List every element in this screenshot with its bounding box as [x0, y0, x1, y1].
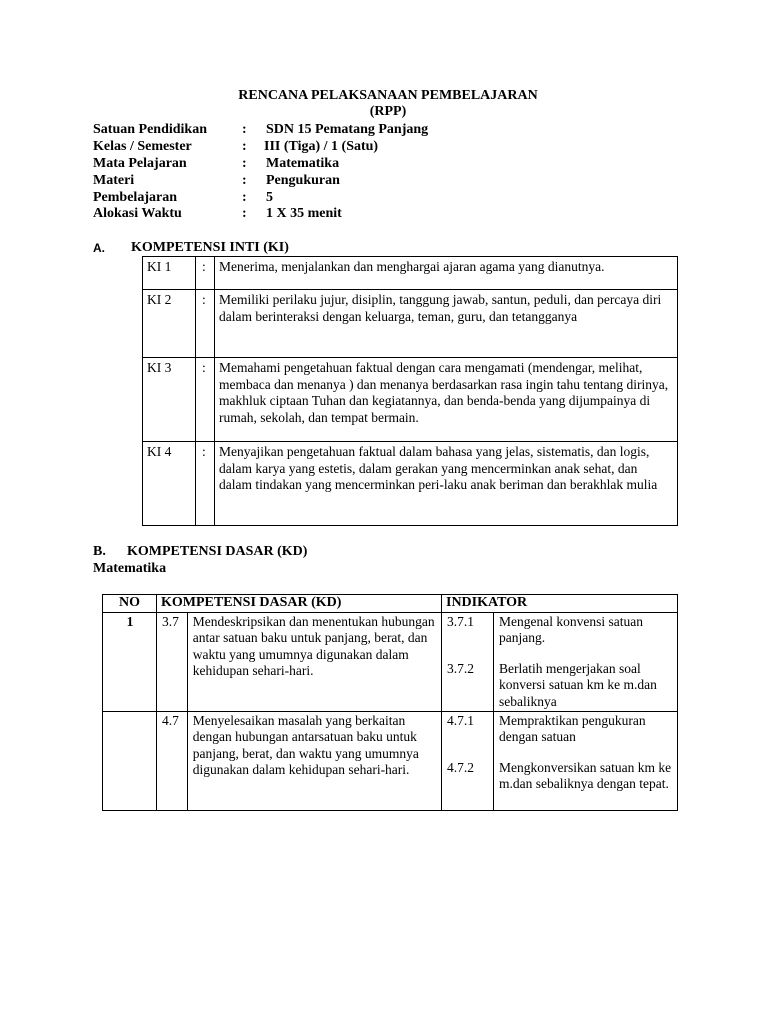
table-row [103, 711, 678, 746]
ki-code: KI 1 [143, 257, 196, 290]
section-title: KOMPETENSI DASAR (KD) [127, 544, 308, 559]
identity-value: 5 [266, 190, 273, 205]
indikator-text: Berlatih mengerjakan soal konversi satuan km ke m.dan sebaliknya [494, 660, 678, 712]
identity-colon: : [242, 190, 247, 205]
kd-text: Mendeskripsikan dan menentukan hubungan antar satuan baku untuk panjang, berat, dan waktu yang umumnya digunakan dalam kehidupan sehari-hari. [187, 612, 441, 711]
section-b-heading [93, 544, 393, 561]
ki-text: Menerima, menjalankan dan menghargai ajaran agama yang dianutnya. [215, 257, 678, 290]
identity-colon: : [242, 122, 247, 137]
identity-label: Pembelajaran [93, 190, 177, 205]
row-number [103, 711, 157, 810]
subject-label: Matematika [93, 561, 167, 576]
ki-code: KI 4 [143, 442, 196, 526]
indikator-text: Mengenal konvensi satuan panjang. [494, 612, 678, 647]
document-title: RENCANA PELAKSANAAN PEMBELAJARAN [238, 88, 538, 103]
identity-value: SDN 15 Pematang Panjang [266, 122, 429, 137]
ki-code: KI 3 [143, 358, 196, 442]
identity-label: Mata Pelajaran [93, 156, 187, 171]
ki-text: Menyajikan pengetahuan faktual dalam bahasa yang jelas, sistematis, dan logis, dalam karya yang estetis, dalam gerakan yang mencerminkan anak sehat, dan dalam tindakan yang mencerminkan peri-laku anak beriman dan berakhlak mulia [215, 442, 678, 526]
section-a-heading [93, 240, 393, 257]
row-number: 1 [103, 612, 157, 711]
identity-colon: : [242, 206, 247, 221]
ki-colon: : [196, 290, 215, 358]
identity-value: Pengukuran [266, 173, 340, 188]
identity-label: Satuan Pendidikan [93, 122, 207, 137]
identity-value: Matematika [266, 156, 340, 171]
ki-colon: : [196, 358, 215, 442]
kd-code: 4.7 [157, 711, 188, 810]
header-no: NO [103, 595, 157, 613]
table-header-row [103, 595, 678, 613]
section-marker: B. [93, 544, 106, 559]
ki-colon: : [196, 442, 215, 526]
identity-colon: : [242, 139, 247, 154]
ki-colon: : [196, 257, 215, 290]
identity-label: Alokasi Waktu [93, 206, 182, 221]
table-row [103, 612, 678, 647]
indikator-text: Mempraktikan pengukuran dengan satuan [494, 711, 678, 746]
identity-label: Materi [93, 173, 135, 188]
identity-value: III (Tiga) / 1 (Satu) [264, 139, 379, 154]
identity-label: Kelas / Semester [93, 139, 192, 154]
section-marker: A. [93, 241, 105, 255]
table-row [143, 442, 678, 526]
table-row [143, 290, 678, 358]
kd-text: Menyelesaikan masalah yang berkaitan dengan hubungan antarsatuan baku untuk panjang, berat, dan waktu yang umumnya digunakan dalam kehidupan sehari-hari. [187, 711, 441, 810]
table-row [143, 257, 678, 290]
ki-code: KI 2 [143, 290, 196, 358]
kompetensi-inti-table [142, 256, 678, 526]
ki-text: Memahami pengetahuan faktual dengan cara mengamati (mendengar, melihat, membaca dan menanya ) dan menanya berdasarkan rasa ingin tahu tentang dirinya, makhluk ciptaan Tuhan dan kegiatannya, dan benda-benda yang dijumpainya di rumah, sekolah, dan tempat bermain. [215, 358, 678, 442]
identity-colon: : [242, 156, 247, 171]
document-subtitle: (RPP) [369, 104, 407, 119]
indikator-text: Mengkonversikan satuan km ke m.dan sebaliknya dengan tepat. [494, 759, 678, 811]
indikator-code: 3.7.1 [442, 612, 494, 647]
indikator-code: 3.7.2 [442, 660, 494, 712]
indikator-code: 4.7.2 [442, 759, 494, 811]
ki-text: Memiliki perilaku jujur, disiplin, tanggung jawab, santun, peduli, dan percaya diri dalam berinteraksi dengan keluarga, teman, guru, dan tetangganya [215, 290, 678, 358]
section-title: KOMPETENSI INTI (KI) [131, 240, 289, 255]
table-row [143, 358, 678, 442]
kompetensi-dasar-table [102, 594, 678, 811]
kd-code: 3.7 [157, 612, 188, 711]
identity-colon: : [242, 173, 247, 188]
identity-value: 1 X 35 menit [266, 206, 342, 221]
header-indikator: INDIKATOR [442, 595, 678, 613]
indikator-code: 4.7.1 [442, 711, 494, 746]
header-kd: KOMPETENSI DASAR (KD) [157, 595, 442, 613]
